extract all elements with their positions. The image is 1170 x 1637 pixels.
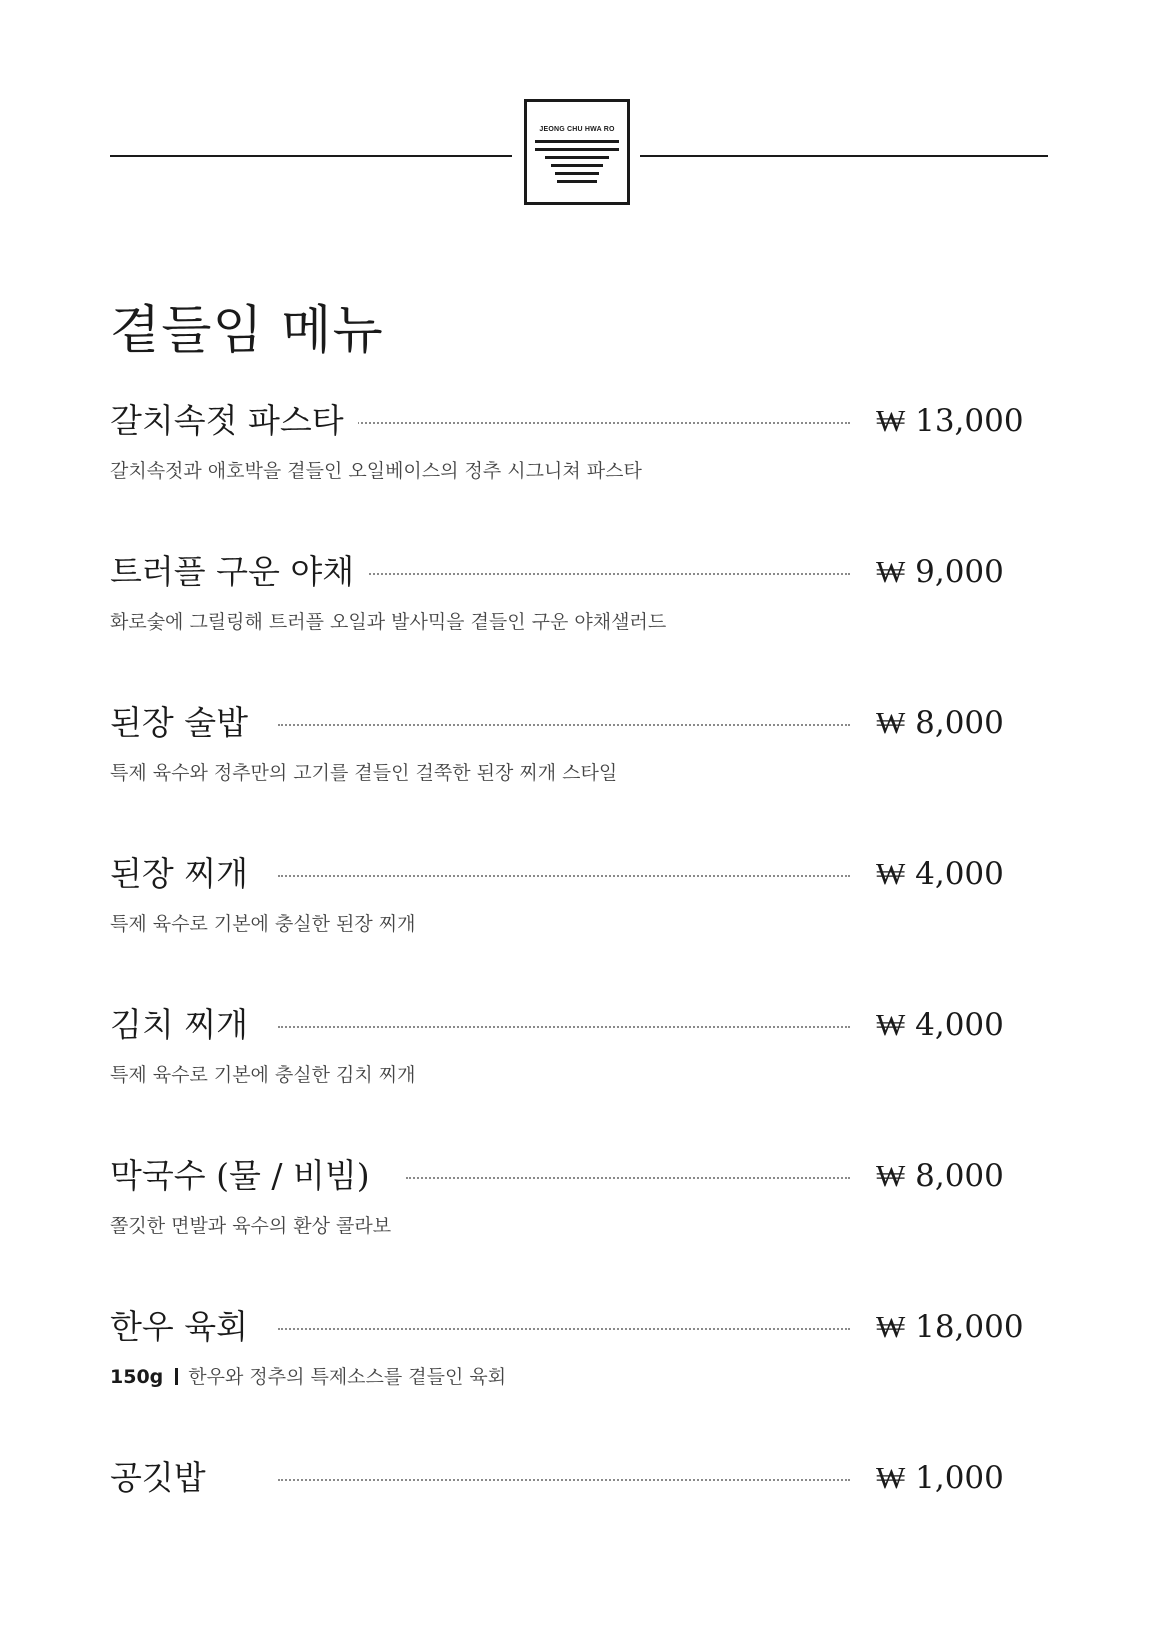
item-name: 트러플 구운 야채 xyxy=(110,549,368,595)
item-description: 쫄깃한 면발과 육수의 환상 콜라보 xyxy=(110,1215,392,1237)
item-description: 화로숯에 그릴링해 트러플 오일과 발사믹을 곁들인 구운 야채샐러드 xyxy=(110,611,667,633)
separator-bar xyxy=(175,1368,178,1385)
dotted-leader xyxy=(278,724,850,726)
item-name: 한우 육회 xyxy=(110,1304,262,1350)
dotted-leader xyxy=(278,1026,850,1028)
header-divider-left xyxy=(110,155,512,157)
item-price: ₩ 1,000 xyxy=(876,1460,1004,1496)
menu-item xyxy=(110,549,1010,633)
menu-item xyxy=(110,398,1024,482)
item-price: ₩ 4,000 xyxy=(876,856,1004,892)
item-description xyxy=(110,1362,506,1389)
logo-stripe xyxy=(551,164,603,167)
dotted-leader xyxy=(406,1177,850,1179)
item-description: 갈치속젓과 애호박을 곁들인 오일베이스의 정추 시그니쳐 파스타 xyxy=(110,460,642,482)
brand-logo xyxy=(524,99,630,205)
dotted-leader xyxy=(278,875,850,877)
logo-stripe xyxy=(535,148,619,151)
logo-stripe xyxy=(555,172,599,175)
dotted-leader xyxy=(278,1328,850,1330)
item-price: ₩ 13,000 xyxy=(876,403,1024,439)
page-title: 곁들임 메뉴 xyxy=(110,301,384,361)
menu-item xyxy=(110,700,1010,784)
item-description: 특제 육수로 기본에 충실한 된장 찌개 xyxy=(110,913,416,935)
dotted-leader xyxy=(350,422,850,424)
item-description: 특제 육수와 정추만의 고기를 곁들인 걸쭉한 된장 찌개 스타일 xyxy=(110,762,618,784)
item-name: 공깃밥 xyxy=(110,1455,220,1501)
item-price: ₩ 18,000 xyxy=(876,1309,1024,1345)
logo-stripe xyxy=(545,156,609,159)
header-divider-right xyxy=(640,155,1048,157)
item-price: ₩ 8,000 xyxy=(876,705,1004,741)
menu-item xyxy=(110,1002,1010,1086)
item-price: ₩ 4,000 xyxy=(876,1007,1004,1043)
logo-stripe xyxy=(557,180,597,183)
item-name: 김치 찌개 xyxy=(110,1002,262,1048)
item-name: 막국수 (물 / 비빔) xyxy=(110,1153,384,1199)
item-description: 특제 육수로 기본에 충실한 김치 찌개 xyxy=(110,1064,416,1086)
menu-item xyxy=(110,1455,1010,1501)
item-description-text: 한우와 정추의 특제소스를 곁들인 육회 xyxy=(188,1366,507,1388)
menu-item xyxy=(110,851,1010,935)
menu-item xyxy=(110,1153,1010,1237)
item-weight: 150g xyxy=(110,1366,164,1388)
logo-stripe xyxy=(535,140,619,143)
item-name: 된장 술밥 xyxy=(110,700,262,746)
item-name: 된장 찌개 xyxy=(110,851,262,897)
dotted-leader xyxy=(278,1479,850,1481)
logo-text: JEONG CHU HWA RO xyxy=(539,126,615,133)
menu-item xyxy=(110,1304,1024,1388)
dotted-leader xyxy=(350,573,850,575)
item-name: 갈치속젓 파스타 xyxy=(110,398,358,444)
item-price: ₩ 9,000 xyxy=(876,554,1004,590)
item-price: ₩ 8,000 xyxy=(876,1158,1004,1194)
